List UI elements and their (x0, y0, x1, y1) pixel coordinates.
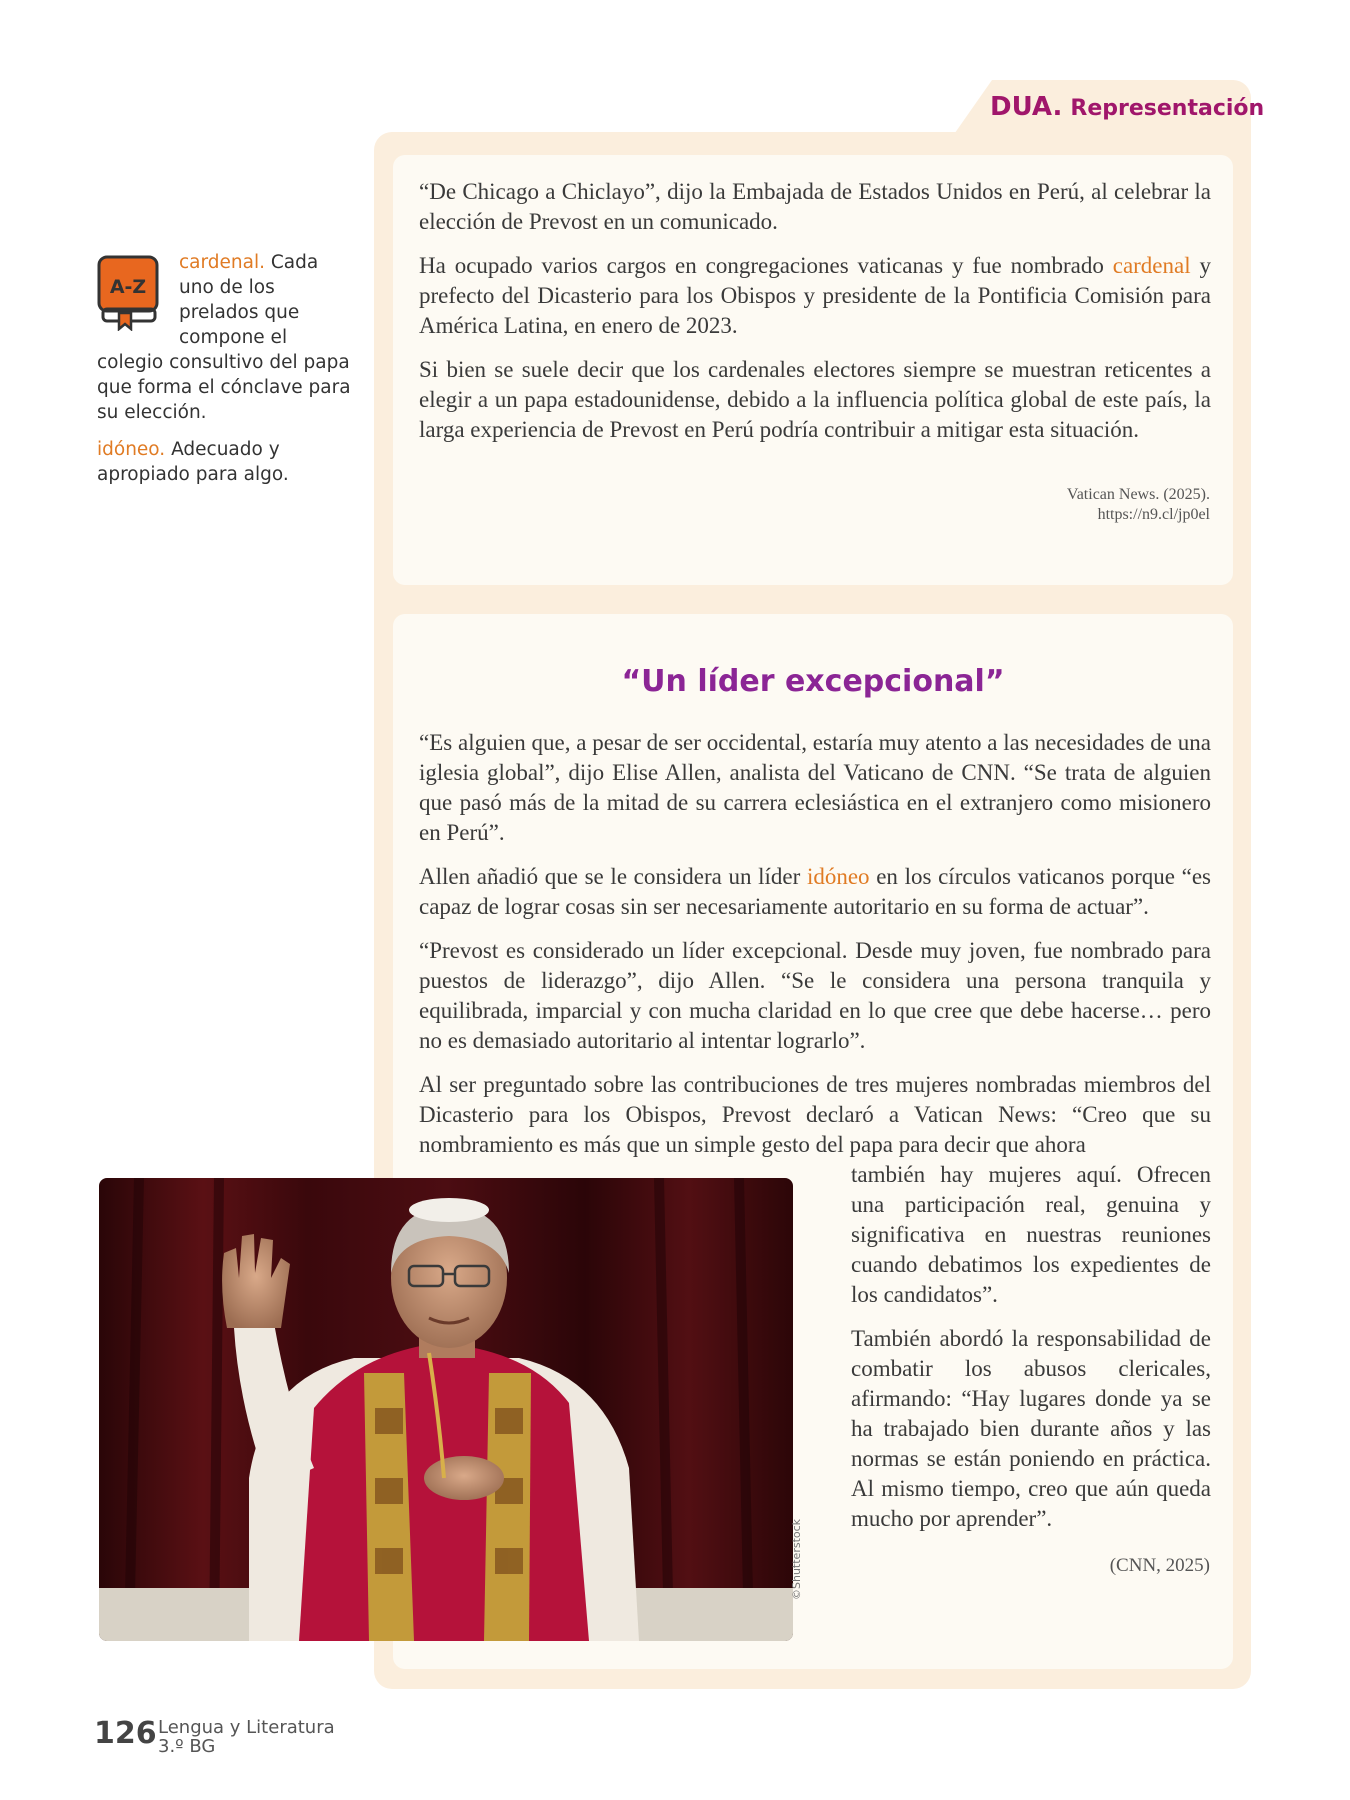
glossary-entry-cont: colegio consultivo del papa que forma el cónclave para su elección. (97, 352, 351, 423)
glossary-term-cardenal: cardenal (1112, 253, 1191, 278)
section-title: “Un líder excepcional” (621, 664, 1005, 699)
citation: (CNN, 2025) (1109, 1555, 1210, 1576)
glossary-entry: idóneo. Adecuado y apropiado para algo. (97, 439, 289, 485)
paragraph: Si bien se suele decir que los cardenales electores siempre se muestran reticentes a elegir a un papa estadounidense, debido a la influencia política global de este país, la larga experiencia de Prevost en Perú podría contribuir a mitigar esta situación. (419, 357, 1211, 442)
pope-photo (99, 1178, 793, 1641)
page-number: 126 (94, 1716, 157, 1751)
paragraph: Al ser preguntado sobre las contribuciones de tres mujeres nombradas miembros del Dicasterio para los Obispos, Prevost declaró a Vatican News: “Creo que su nombramiento es más que un simple gesto del papa para decir que ahora (419, 1072, 1211, 1157)
footer-subject: Lengua y Literatura 3.º BG (158, 1717, 335, 1757)
svg-text:A-Z: A-Z (109, 276, 147, 298)
photo-credit: ©Shutterstock (790, 1518, 803, 1600)
paragraph: “Es alguien que, a pesar de ser occidental, estaría muy atento a las necesidades de una iglesia global”, dijo Elise Allen, analista del Vaticano de CNN. “Se trata de alguien que pasó más de la mitad de su carrera eclesiástica en el extranjero como misionero en Perú”. (419, 730, 1211, 845)
paragraph-column: también hay mujeres aquí. Ofrecen una participación real, genuina y significativa en nuestras reuniones cuando debatimos los expedientes de los candidatos”. (851, 1162, 1211, 1307)
paragraph: “Prevost es considerado un líder excepcional. Desde muy joven, fue nombrado para puestos de liderazgo”, dijo Allen. “Se le considera una persona tranquila y equilibrada, imparcial y con mucha claridad en lo que cree que debe hacerse… pero no es demasiado autoritario al intentar lograrlo”. (419, 938, 1211, 1053)
dua-label: DUA. Representación (990, 92, 1265, 122)
glossary (97, 250, 357, 487)
paragraph: Allen añadió que se le considera un líder idóneo en los círculos vaticanos porque “es capaz de lograr cosas sin ser necesariamente autoritario en su forma de actuar”. (419, 864, 1211, 919)
paragraph: “De Chicago a Chiclayo”, dijo la Embajada de Estados Unidos en Perú, al celebrar la elección de Prevost en un comunicado. (419, 179, 1211, 234)
citation: Vatican News. (2025). https://n9.cl/jp0el (1066, 486, 1210, 523)
paragraph-column: También abordó la responsabilidad de combatir los abusos clericales, afirmando: “Hay lugares donde ya se ha trabajado bien durante años y las normas se están poniendo en práctica. Al mismo tiempo, creo que aún queda mucho por aprender”. (851, 1326, 1211, 1531)
glossary-entry: cardenal. Cada uno de los prelados que compone el (179, 252, 319, 348)
paragraph: Ha ocupado varios cargos en congregaciones vaticanas y fue nombrado cardenal y prefecto del Dicasterio para los Obispos y presidente de la Pontificia Comisión para América Latina, en enero de 2023. (419, 253, 1211, 338)
glossary-term-idoneo: idóneo (806, 864, 870, 889)
